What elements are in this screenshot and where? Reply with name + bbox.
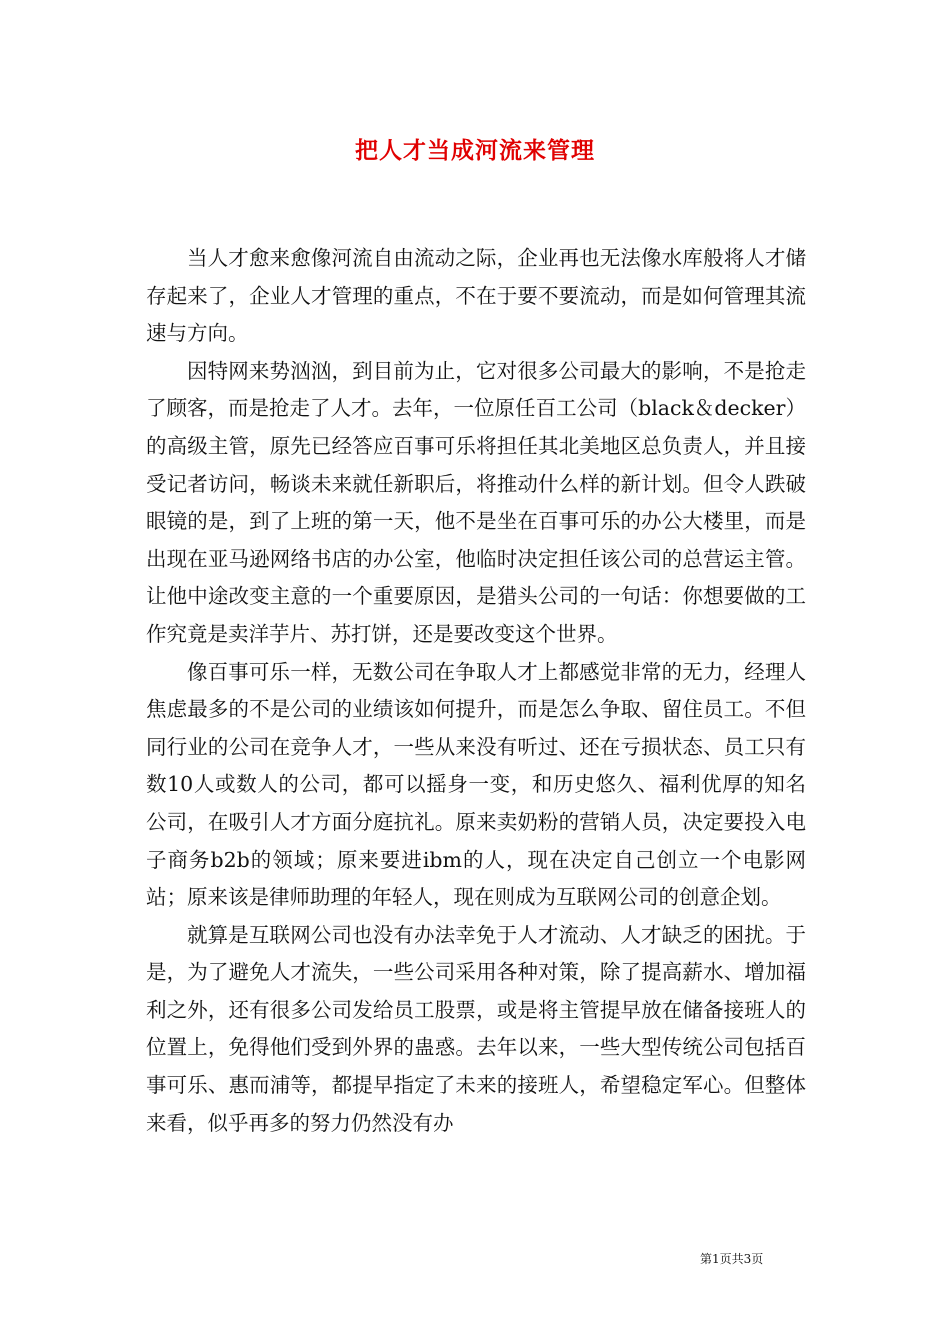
paragraph-4: 就算是互联网公司也没有办法幸免于人才流动、人才缺乏的困扰。于是，为了避免人才流失，一些公司采用各种对策，除了提高薪水、增加福利之外，还有很多公司发给员工股票，或是将主管提早放在储备接班人的位置上，免得他们受到外界的蛊惑。去年以来，一些大型传统公司包括百事可乐、惠而浦等，都提早指定了未来的接班人，希望稳定军心。但整体来看，似乎再多的努力仍然没有办 (146, 922, 806, 1135)
paragraph-2: 因特网来势汹汹，到目前为止，它对很多公司最大的影响，不是抢走了顾客，而是抢走了人才。去年，一位原任百工公司（black＆decker）的高级主管，原先已经答应百事可乐将担任其北美地区总负责人，并且接受记者访问，畅谈未来就任新职后，将推动什么样的新计划。但令人跌破眼镜的是，到了上班的第一天，他不是坐在百事可乐的办公大楼里，而是出现在亚马逊网络书店的办公室，他临时决定担任该公司的总营运主管。让他中途改变主意的一个重要原因，是猎头公司的一句话：你想要做的工作究竟是卖洋芋片、苏打饼，还是要改变这个世界。 (146, 358, 806, 646)
paragraph-1: 当人才愈来愈像河流自由流动之际，企业再也无法像水库般将人才储存起来了，企业人才管理的重点，不在于要不要流动，而是如何管理其流速与方向。 (146, 246, 806, 346)
document-title: 把人才当成河流来管理 (355, 137, 595, 164)
document-body (146, 240, 806, 1142)
paragraph-3: 像百事可乐一样，无数公司在争取人才上都感觉非常的无力，经理人焦虑最多的不是公司的业绩该如何提升，而是怎么争取、留住员工。不但同行业的公司在竞争人才，一些从来没有听过、还在亏损状态、员工只有数10人或数人的公司，都可以摇身一变，和历史悠久、福利优厚的知名公司，在吸引人才方面分庭抗礼。原来卖奶粉的营销人员，决定要投入电子商务b2b的领域；原来要进ibm的人，现在决定自己创立一个电影网站；原来该是律师助理的年轻人，现在则成为互联网公司的创意企划。 (146, 659, 806, 910)
page-number-footer: 第1页共3页 (700, 1252, 764, 1266)
